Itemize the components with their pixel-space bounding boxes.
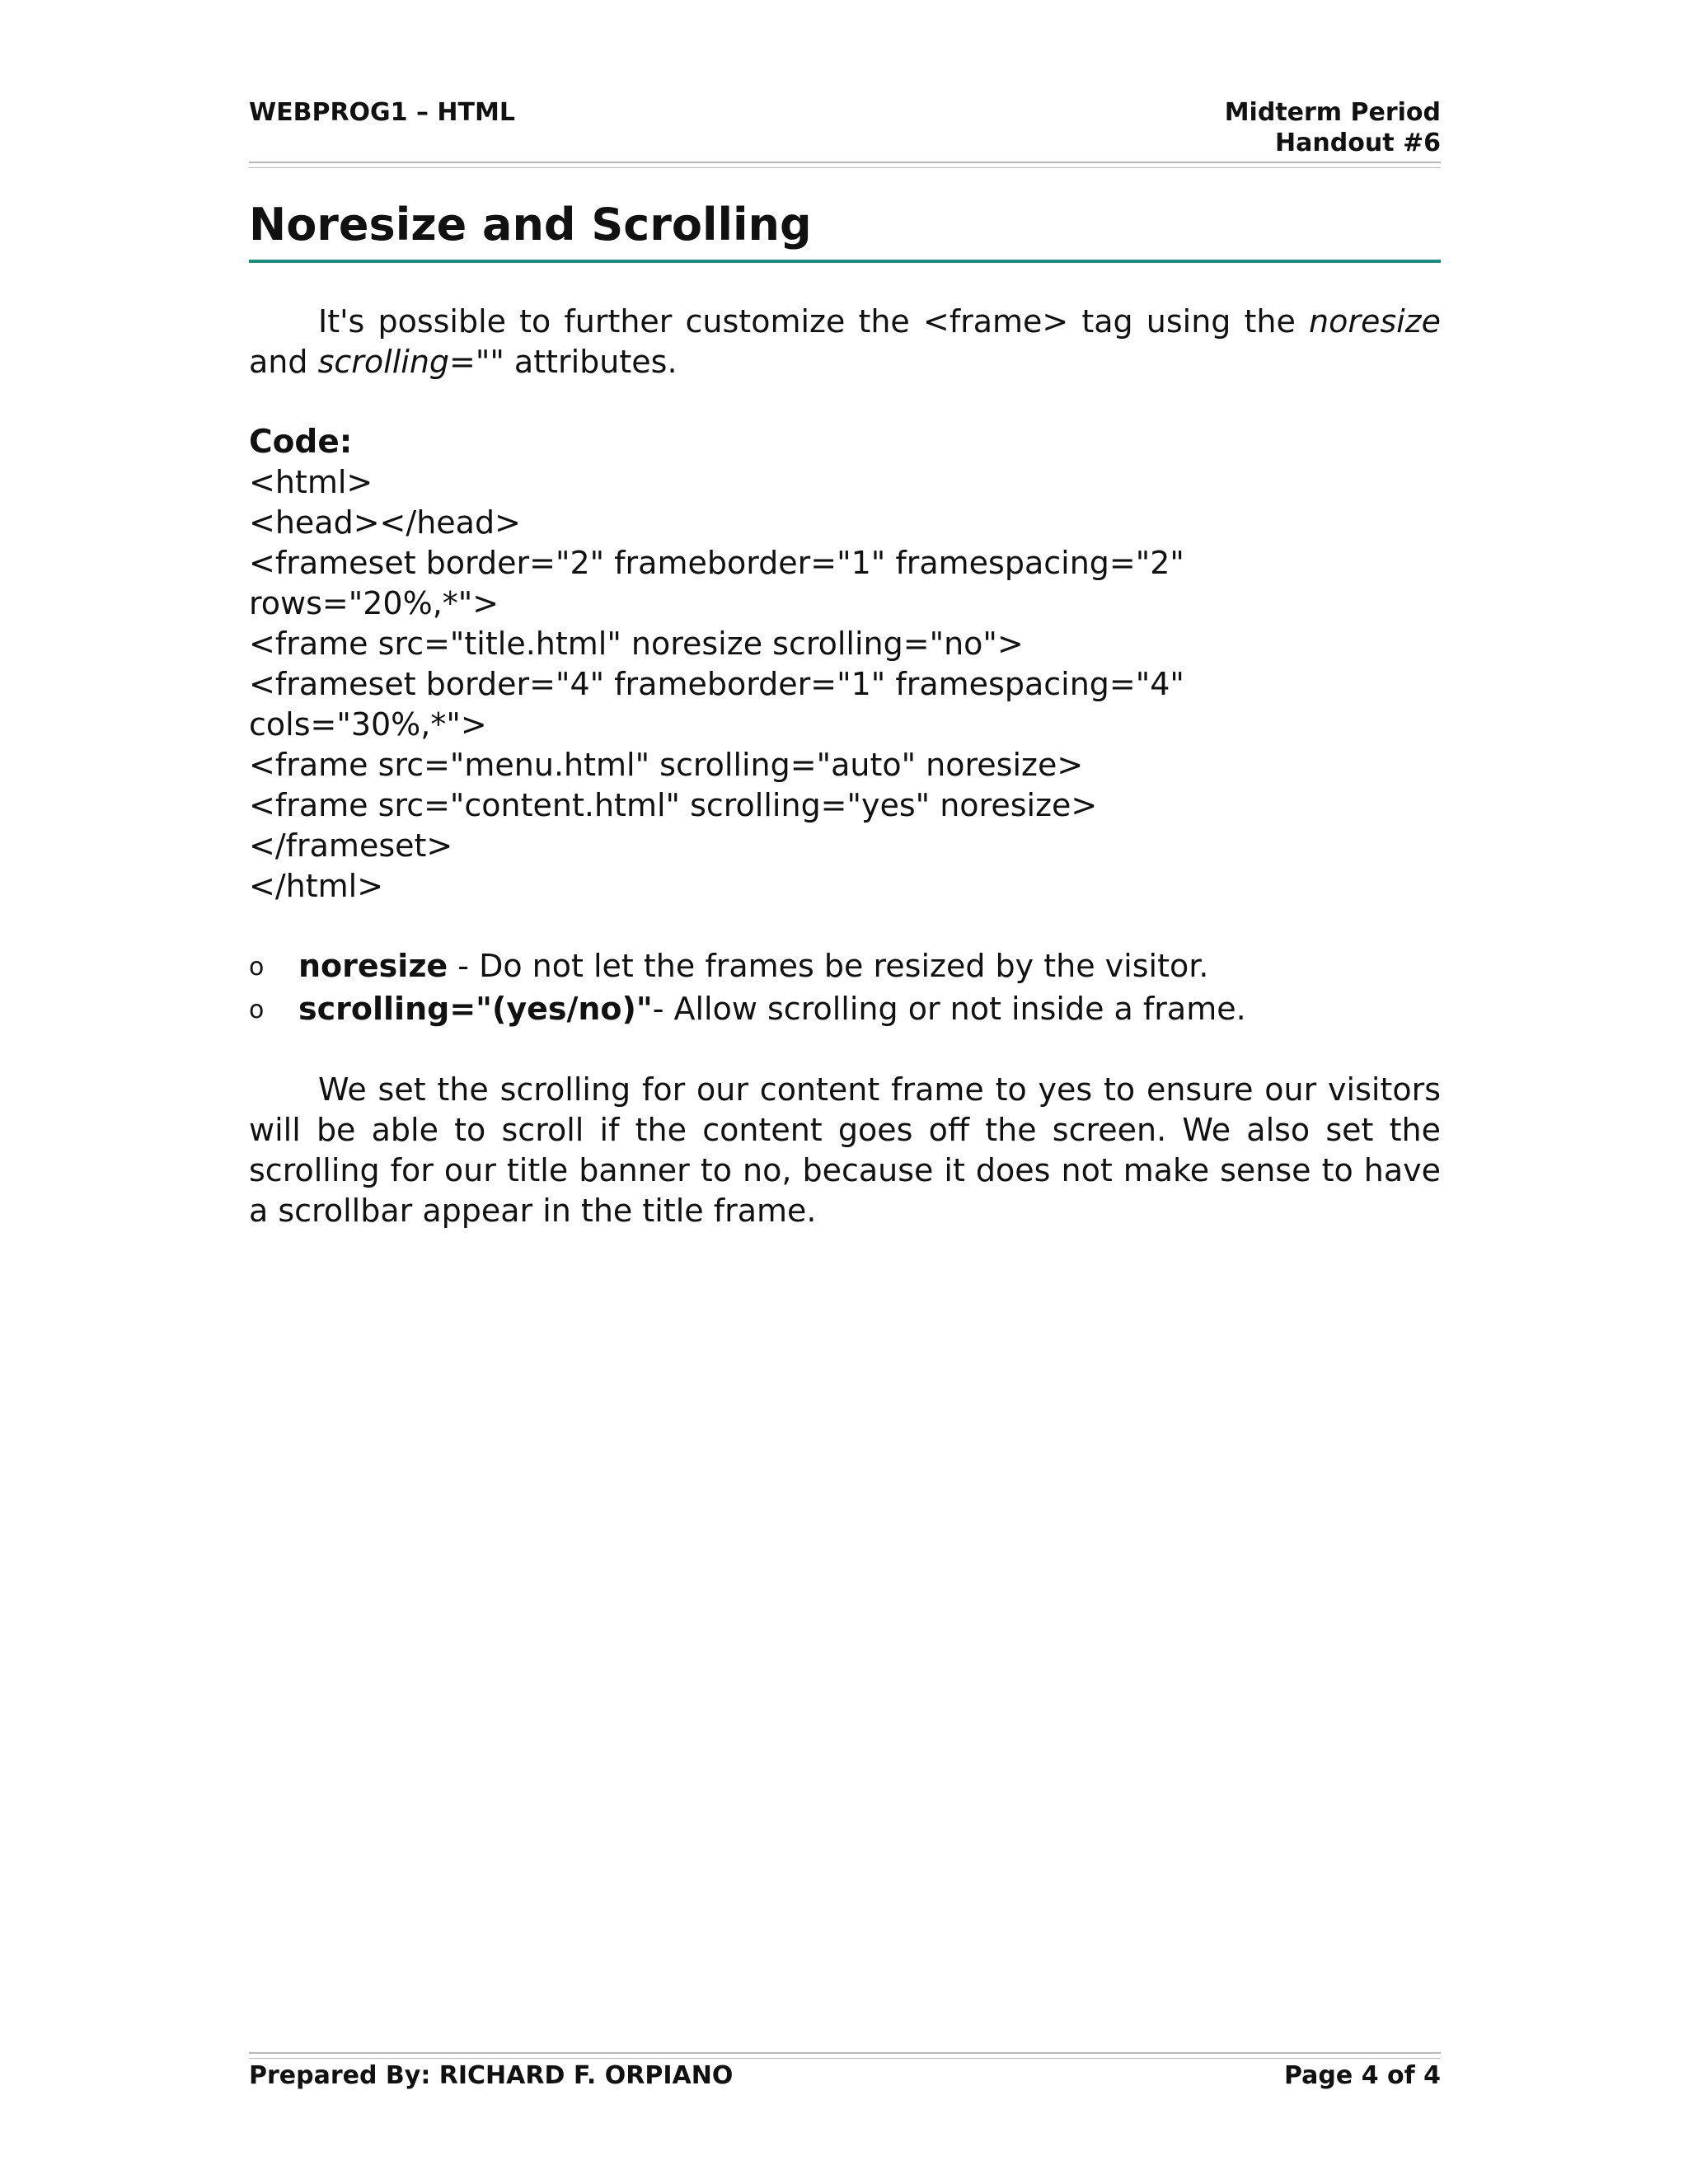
code-line: </frameset> — [249, 827, 453, 864]
title-underline — [249, 260, 1441, 263]
code-line: <head></head> — [249, 504, 521, 541]
intro-attr-scrolling: scrolling="" — [317, 344, 504, 380]
handout-label: Handout #6 — [1275, 129, 1441, 157]
code-line: <frameset border="2" frameborder="1" framespacing="2" — [249, 545, 1184, 581]
page-title: Noresize and Scrolling — [249, 199, 812, 251]
intro-paragraph — [249, 302, 1441, 382]
intro-tail: attributes. — [504, 344, 678, 380]
code-line: cols="30%,*"> — [249, 706, 487, 743]
outro-text: We set the scrolling for our content frame to yes to ensure our visitors will be able to scroll if the content goes off the screen. We also set the scrolling for our title banner to no, because it does not make sense to have a scrollbar appear in the title frame. — [249, 1071, 1441, 1229]
code-line: </html> — [249, 868, 384, 904]
intro-text: It's possible to further customize the <frame> tag using the — [318, 303, 1296, 340]
bullet-circle-icon: o — [249, 996, 265, 1024]
bullet-term: scrolling="(yes/no)" — [298, 991, 653, 1027]
attribute-list — [249, 944, 1441, 1030]
period-label: Midterm Period — [1224, 98, 1441, 127]
code-line: <frameset border="4" frameborder="1" framespacing="4" — [249, 666, 1184, 702]
intro-and: and — [249, 344, 318, 380]
outro-paragraph — [249, 1070, 1441, 1231]
course-label: WEBPROG1 – HTML — [249, 98, 515, 127]
code-label: Code: — [249, 424, 353, 461]
code-line: <frame src="title.html" noresize scrolling="no"> — [249, 626, 1024, 662]
footer-divider — [249, 2052, 1441, 2059]
bullet-description: - Do not let the frames be resized by the visitor. — [448, 948, 1209, 984]
list-item — [249, 987, 1441, 1030]
code-block — [249, 462, 1441, 907]
document-page — [249, 0, 1441, 2184]
bullet-description: - Allow scrolling or not inside a frame. — [652, 991, 1246, 1027]
code-line: <html> — [249, 464, 373, 500]
intro-attr-noresize: noresize — [1308, 303, 1441, 340]
prepared-by: Prepared By: RICHARD F. ORPIANO — [249, 2061, 734, 2090]
page-number: Page 4 of 4 — [1284, 2061, 1441, 2090]
period-info — [1225, 97, 1441, 158]
list-item — [249, 944, 1441, 987]
bullet-circle-icon: o — [249, 953, 265, 982]
code-line: rows="20%,*"> — [249, 585, 499, 621]
code-line: <frame src="menu.html" scrolling="auto" noresize> — [249, 747, 1084, 783]
bullet-term: noresize — [298, 948, 448, 984]
header-divider — [249, 162, 1441, 168]
code-line: <frame src="content.html" scrolling="yes" noresize> — [249, 787, 1098, 823]
